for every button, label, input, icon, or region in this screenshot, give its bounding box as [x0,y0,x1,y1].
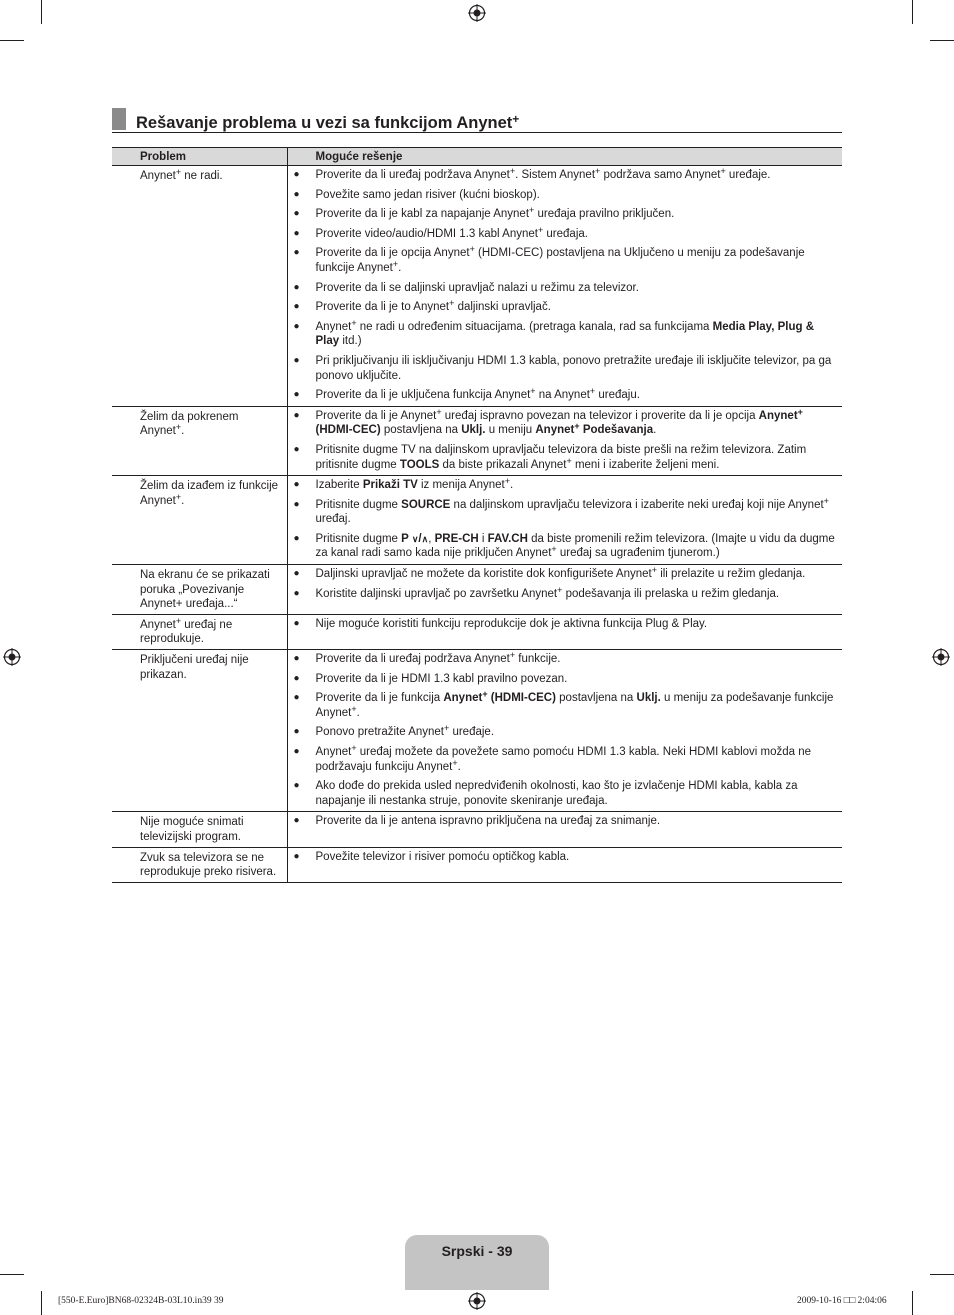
file-info: [550-E.Euro]BN68-02324B-03L10.in39 39 [58,1296,224,1306]
problem-cell: Nije moguće snimati televizijski program. [112,812,287,847]
list-item: ● Proverite da li je opcija Anynet+ (HDMI-CEC) postavljena na Uključeno u meniju za podešavanje funkcije Anynet+. [294,246,839,275]
troubleshooting-table [112,147,842,883]
page-number: Srpski - 39 [441,1243,513,1259]
crop-mark [0,40,24,41]
heading-bar [112,108,126,130]
list-item: ● Nije moguće koristiti funkciju reprodukcije dok je aktivna funkcija Plug & Play. [294,617,839,632]
problem-cell: Anynet+ ne radi. [112,166,287,407]
crop-mark [930,1274,954,1275]
solution-list [294,478,839,561]
solution-list [294,168,839,403]
list-item: ● Anynet+ uređaj možete da povežete samo pomoću HDMI 1.3 kabla. Neki HDMI kablovi možda ne podržavaju funkciju Anynet+. [294,745,839,774]
table-row [112,406,842,475]
list-item: ● Proverite da li je to Anynet+ daljinski upravljač. [294,300,839,315]
chevron-down-icon: ∨ [411,533,419,544]
list-item: ● Proverite da li uređaj podržava Anynet+ funkcije. [294,652,839,667]
solution-list [294,652,839,808]
problem-cell: Želim da izađem iz funkcije Anynet+. [112,476,287,565]
table-row [112,847,842,882]
solution-cell [287,476,842,565]
list-item: ● Proverite da li se daljinski upravljač nalazi u režimu za televizor. [294,281,839,296]
table-row [112,476,842,565]
solution-cell [287,614,842,649]
solution-list [294,814,839,829]
solution-list [294,406,839,472]
list-item: ● Proverite video/audio/HDMI 1.3 kabl Anynet+ uređaja. [294,227,839,242]
list-item: ● Ponovo pretražite Anynet+ uređaje. [294,725,839,740]
crop-mark [41,0,42,24]
list-item: ● Proverite da li je Anynet+ uređaj ispravno povezan na televizor i proverite da li je opcija Anynet+ (HDMI-CEC) postavljena na Uklj. u meniju Anynet+ Podešavanja. [294,409,839,438]
list-item: ● Daljinski upravljač ne možete da koristite dok konfigurišete Anynet+ ili prelazite u režim gledanja. [294,567,839,582]
registration-mark-icon [3,648,21,666]
solution-list [294,850,839,865]
list-item: ● Koristite daljinski upravljač po završetku Anynet+ podešavanja ili prelaska u režim gledanja. [294,587,839,602]
crop-mark [0,1274,24,1275]
table-row [112,812,842,847]
print-timestamp: 2009-10-16 □□ 2:04:06 [797,1296,887,1306]
list-item: ● Proverite da li je funkcija Anynet+ (HDMI-CEC) postavljena na Uklj. u meniju za podešavanje funkcije Anynet+. [294,691,839,720]
chevron-up-icon: ∧ [421,533,429,544]
problem-cell: Želim da pokrenem Anynet+. [112,406,287,475]
list-item: ● Pri priključivanju ili isključivanju HDMI 1.3 kabla, ponovo pretražite uređaje ili isključite televizor, pa ga ponovo uključite. [294,354,839,383]
list-item: ● Proverite da li uređaj podržava Anynet+. Sistem Anynet+ podržava samo Anynet+ uređaje. [294,168,839,183]
list-item: ● Anynet+ ne radi u određenim situacijama. (pretraga kanala, rad sa funkcijama Media Play, Plug & Play itd.) [294,320,839,349]
registration-mark-icon [468,4,486,22]
list-item: ● Pritisnite dugme SOURCE na daljinskom upravljaču televizora i izaberite neki uređaj koji nije Anynet+ uređaj. [294,498,839,527]
table-row [112,166,842,407]
crop-mark [41,1291,42,1315]
solution-list [294,567,839,601]
solution-cell [287,565,842,615]
list-item: ● Proverite da li je HDMI 1.3 kabl pravilno povezan. [294,672,839,687]
solution-cell [287,406,842,475]
crop-mark [930,40,954,41]
solution-list [294,617,839,632]
table-row [112,565,842,615]
list-item: ● Izaberite Prikaži TV iz menija Anynet+. [294,478,839,493]
table-header-row [112,148,842,166]
list-item: ● Proverite da li je antena ispravno priključena na uređaj za snimanje. [294,814,839,829]
list-item: ● Povežite televizor i risiver pomoću optičkog kabla. [294,850,839,865]
solution-cell [287,812,842,847]
crop-mark [912,1291,913,1315]
registration-mark-icon [932,648,950,666]
list-item: ● Pritisnite dugme P ∨/∧, PRE-CH i FAV.CH da biste promenili režim televizora. (Imajte u vidu da dugme za kanal radi samo kada nije priključen Anynet+ uređaj sa ugrađenim tjunerom.) [294,532,839,561]
solution-cell [287,166,842,407]
problem-cell: Anynet+ uređaj ne reprodukuje. [112,614,287,649]
list-item: ● Ako dođe do prekida usled nepredviđenih okolnosti, kao što je izvlačenje HDMI kabla, kabla za napajanje ili nestanka struje, ponovite skeniranje uređaja. [294,779,839,808]
list-item: ● Proverite da li je uključena funkcija Anynet+ na Anynet+ uređaju. [294,388,839,403]
table-row [112,614,842,649]
list-item: ● Povežite samo jedan risiver (kućni bioskop). [294,188,839,203]
list-item: ● Pritisnite dugme TV na daljinskom upravljaču televizora da biste prešli na režim televizora. Zatim pritisnite dugme TOOLS da biste prikazali Anynet+ meni i izaberite željeni meni. [294,443,839,472]
section-title: Rešavanje problema u vezi sa funkcijom Anynet+ [136,112,520,132]
column-header-solution: Moguće rešenje [287,148,842,166]
registration-mark-icon [468,1292,486,1310]
section-heading [112,108,842,133]
table-row [112,650,842,812]
crop-mark [912,0,913,24]
problem-cell: Priključeni uređaj nije prikazan. [112,650,287,812]
problem-cell: Na ekranu će se prikazati poruka „Povezivanje Anynet+ uređaja...“ [112,565,287,615]
column-header-problem: Problem [112,148,287,166]
problem-cell: Zvuk sa televizora se ne reprodukuje preko risivera. [112,847,287,882]
solution-cell [287,650,842,812]
solution-cell [287,847,842,882]
list-item: ● Proverite da li je kabl za napajanje Anynet+ uređaja pravilno priključen. [294,207,839,222]
